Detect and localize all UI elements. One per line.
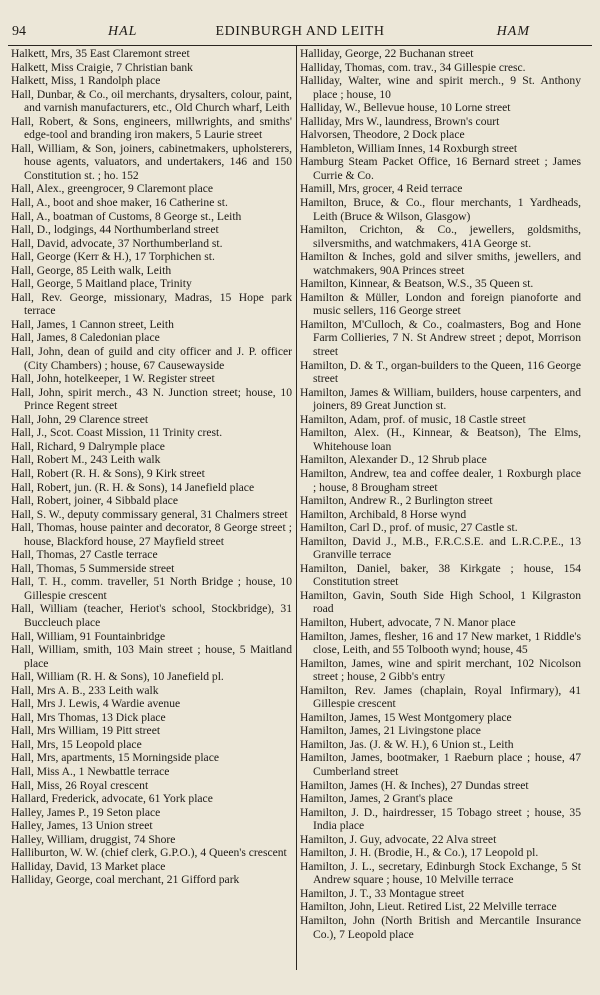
directory-entry: Hall, Miss A., 1 Newbattle terrace <box>11 764 170 778</box>
directory-entry: Hall, John, spirit merch., 43 N. Junction street; house, 10 Prince Regent street <box>11 385 292 413</box>
directory-entry: Hall, Miss, 26 Royal crescent <box>11 778 149 792</box>
directory-entry: Hall, George (Kerr & H.), 17 Torphichen st. <box>11 250 215 264</box>
directory-entry: Halliday, George, coal merchant, 21 Gifford park <box>11 873 240 887</box>
directory-entry: Hall, D., lodgings, 44 Northumberland street <box>11 223 219 237</box>
header-rule <box>8 45 592 46</box>
directory-entry: Hall, Richard, 9 Dalrymple place <box>11 439 165 453</box>
directory-entry: Hamilton, Alexander D., 12 Shrub place <box>300 453 487 467</box>
directory-entry: Hamilton, J. Guy, advocate, 22 Alva street <box>300 832 497 846</box>
directory-entry: Halliday, W., Bellevue house, 10 Lorne street <box>300 101 511 115</box>
directory-entry: Hamilton, J. T., 33 Montague street <box>300 886 465 900</box>
right-running-head: HAM <box>496 24 530 39</box>
directory-entry: Hall, William, smith, 103 Main street ; house, 5 Maitland place <box>11 643 292 670</box>
directory-entry: Hamilton, James & William, builders, house carpenters, and joiners, 89 Great Junction st. <box>300 385 581 413</box>
directory-entry: Hamilton, James (H. & Inches), 27 Dundas street <box>300 778 529 792</box>
directory-entry: Hallard, Frederick, advocate, 61 York place <box>11 792 213 806</box>
directory-entry: Halley, William, druggist, 74 Shore <box>11 832 176 846</box>
directory-entry: Hall, William, & Son, joiners, cabinetmakers, upholsterers, house agents, valuators, and undertakers, 146 and 150 Constitution st. ; ho. 152 <box>11 141 292 182</box>
directory-entry: Hamilton, James, 15 West Montgomery place <box>300 710 512 724</box>
directory-entry: Halley, James, 13 Union street <box>11 819 153 833</box>
directory-entry: Hall, A., boatman of Customs, 8 George st., Leith <box>11 209 242 223</box>
directory-entry: Hamilton, David J., M.B., F.R.C.S.E. and L.R.C.P.E., 13 Granville terrace <box>300 534 581 562</box>
directory-entry: Hamill, Mrs, grocer, 4 Reid terrace <box>300 182 463 196</box>
directory-entry: Hall, A., boot and shoe maker, 16 Catherine st. <box>11 196 228 210</box>
directory-entry: Hall, Thomas, house painter and decorator, 8 George street ; house, Blackford house, 27 Mayfield street <box>11 521 292 548</box>
directory-entry: Hamilton, J. D., hairdresser, 15 Tobago street ; house, 35 India place <box>300 805 581 833</box>
directory-entry: Hall, Robert (R. H. & Sons), 9 Kirk street <box>11 466 205 480</box>
directory-entry: Hall, Robert M., 243 Leith walk <box>11 453 161 467</box>
directory-entry: Hall, Mrs J. Lewis, 4 Wardie avenue <box>11 697 181 711</box>
left-running-head: HAL <box>108 24 138 39</box>
page-title: EDINBURGH AND LEITH <box>215 24 385 39</box>
right-column <box>300 47 581 941</box>
page-header <box>10 22 590 42</box>
directory-entry: Hall, Mrs, apartments, 15 Morningside place <box>11 751 219 765</box>
directory-entry: Hamilton, Hubert, advocate, 7 N. Manor place <box>300 615 516 629</box>
directory-entry: Hamilton, Daniel, baker, 38 Kirkgate ; house, 154 Constitution street <box>300 561 581 589</box>
directory-entry: Hall, John, 29 Clarence street <box>11 412 149 426</box>
directory-entry: Hall, John, hotelkeeper, 1 W. Register street <box>11 372 215 386</box>
directory-entry: Hall, J., Scot. Coast Mission, 11 Trinity crest. <box>11 426 223 440</box>
directory-entry: Hall, Alex., greengrocer, 9 Claremont place <box>11 182 214 196</box>
directory-entry: Hall, S. W., deputy commissary general, 31 Chalmers street <box>11 507 288 521</box>
directory-entry: Hall, Rev. George, missionary, Madras, 15 Hope park terrace <box>11 290 292 318</box>
directory-entry: Hall, George, 85 Leith walk, Leith <box>11 263 172 277</box>
directory-entry: Hamilton, Gavin, South Side High School, 1 Kilgraston road <box>300 588 581 616</box>
directory-entry: Hamburg Steam Packet Office, 16 Bernard street ; James Currie & Co. <box>300 155 581 182</box>
directory-entry: Hamilton, M'Culloch, & Co., coalmasters, Bog and Hone Farm Collieries, 7 N. St Andrew street ; depot, Morrison street <box>300 317 581 359</box>
directory-entry: Hamilton, John (North British and Mercantile Insurance Co.), 7 Leopold place <box>300 914 581 941</box>
directory-entry: Halkett, Mrs, 35 East Claremont street <box>11 47 190 60</box>
directory-entry: Hamilton & Müller, London and foreign pianoforte and music sellers, 116 George street <box>300 290 581 318</box>
directory-entry: Hamilton, Adam, prof. of music, 18 Castle street <box>300 412 526 426</box>
directory-entry: Hall, Mrs, 15 Leopold place <box>11 737 142 751</box>
directory-entry: Hall, Thomas, 27 Castle terrace <box>11 548 158 562</box>
directory-entry: Hamilton, James, 21 Livingstone place <box>300 724 481 738</box>
directory-entry: Hall, Mrs A. B., 233 Leith walk <box>11 683 159 697</box>
directory-entry: Hamilton, James, wine and spirit merchant, 102 Nicolson street ; house, 2 Gibb's entry <box>300 656 581 684</box>
directory-entry: Halliday, Walter, wine and spirit merch., 9 St. Anthony place ; house, 10 <box>300 74 581 101</box>
directory-entry: Halkett, Miss Craigie, 7 Christian bank <box>11 60 193 74</box>
directory-entry: Halkett, Miss, 1 Randolph place <box>11 74 161 88</box>
directory-entry: Hall, William (teacher, Heriot's school, Stockbridge), 31 Buccleuch place <box>11 602 292 629</box>
directory-entry: Hamilton, John, Lieut. Retired List, 22 Melville terrace <box>300 900 557 914</box>
column-divider <box>296 45 297 970</box>
directory-entry: Halliday, David, 13 Market place <box>11 859 166 873</box>
directory-entry: Hall, George, 5 Maitland place, Trinity <box>11 277 192 291</box>
directory-entry: Hamilton, Andrew R., 2 Burlington street <box>300 494 493 508</box>
directory-entry: Hamilton, J. H. (Brodie, H., & Co.), 17 Leopold pl. <box>300 846 539 860</box>
directory-entry: Hamilton, Carl D., prof. of music, 27 Castle st. <box>300 521 518 535</box>
directory-entry: Hamilton, Kinnear, & Beatson, W.S., 35 Queen st. <box>300 277 534 291</box>
directory-entry: Hall, James, 8 Caledonian place <box>11 331 160 345</box>
directory-entry: Hamilton, Jas. (J. & W. H.), 6 Union st., Leith <box>300 737 514 751</box>
directory-entry: Hamilton & Inches, gold and silver smiths, jewellers, and watchmakers, 90A Princes street <box>300 250 581 277</box>
directory-entry: Hall, Dunbar, & Co., oil merchants, drysalters, colour, paint, and varnish manufacturers, etc., Old Church wharf, Leith <box>11 87 292 115</box>
directory-entry: Hall, James, 1 Cannon street, Leith <box>11 317 174 331</box>
directory-entry: Hamilton, Rev. James (chaplain, Royal Infirmary), 41 Gillespie crescent <box>300 683 581 711</box>
directory-entry: Hamilton, Crichton, & Co., jewellers, goldsmiths, silversmiths, and watchmakers, 41A George st. <box>300 223 581 250</box>
directory-entry: Hall, Mrs William, 19 Pitt street <box>11 724 161 738</box>
directory-entry: Hall, David, advocate, 37 Northumberland st. <box>11 236 223 250</box>
directory-entry: Hall, William, 91 Fountainbridge <box>11 629 166 643</box>
directory-entry: Hall, Thomas, 5 Summerside street <box>11 561 175 575</box>
directory-entry: Hamilton, James, 2 Grant's place <box>300 792 453 806</box>
directory-entry: Halliday, Mrs W., laundress, Brown's court <box>300 114 500 128</box>
directory-entry: Halliburton, W. W. (chief clerk, G.P.O.), 4 Queen's crescent <box>11 846 287 860</box>
directory-entry: Hamilton, D. & T., organ-builders to the Queen, 116 George street <box>300 358 581 386</box>
directory-entry: Hall, T. H., comm. traveller, 51 North Bridge ; house, 10 Gillespie crescent <box>11 575 292 602</box>
directory-entry: Hamilton, Andrew, tea and coffee dealer, 1 Roxburgh place ; house, 8 Brougham street <box>300 466 581 494</box>
directory-entry: Hall, Mrs Thomas, 13 Dick place <box>11 710 166 724</box>
directory-entry: Hamilton, Alex. (H., Kinnear, & Beatson), The Elms, Whitehouse loan <box>300 426 581 453</box>
directory-entry: Hall, Robert, joiner, 4 Sibbald place <box>11 494 178 508</box>
directory-entry: Halvorsen, Theodore, 2 Dock place <box>300 128 465 142</box>
directory-entry: Halliday, George, 22 Buchanan street <box>300 47 474 60</box>
directory-entry: Hamilton, Archibald, 8 Horse wynd <box>300 507 467 521</box>
directory-entry: Hamilton, James, flesher, 16 and 17 New market, 1 Riddle's close, Leith, and 55 Tolbooth wynd; house, 45 <box>300 629 581 657</box>
directory-entry: Hamilton, J. L., secretary, Edinburgh Stock Exchange, 5 St Andrew square ; house, 10 Melville terrace <box>300 859 581 887</box>
directory-entry: Hall, Robert, & Sons, engineers, millwrights, and smiths' edge-tool and branding iron makers, 5 Laurie street <box>11 114 292 142</box>
directory-entry: Hamilton, James, bootmaker, 1 Raeburn place ; house, 47 Cumberland street <box>300 751 581 778</box>
left-column <box>11 47 292 887</box>
directory-entry: Hall, John, dean of guild and city officer and J. P. officer (City Chambers) ; house, 67 Causewayside <box>11 345 292 372</box>
directory-entry: Halley, James P., 19 Seton place <box>11 805 161 819</box>
directory-entry: Hall, William (R. H. & Sons), 10 Janefield pl. <box>11 670 224 684</box>
page-number: 94 <box>12 24 26 39</box>
directory-entry: Hambleton, William Innes, 14 Roxburgh street <box>300 141 518 155</box>
directory-entry: Hall, Robert, jun. (R. H. & Sons), 14 Janefield place <box>11 480 255 494</box>
directory-entry: Halliday, Thomas, com. trav., 34 Gillespie cresc. <box>300 60 526 74</box>
directory-entry: Hamilton, Bruce, & Co., flour merchants, 1 Yardheads, Leith (Bruce & Wilson, Glasgow) <box>300 196 581 223</box>
